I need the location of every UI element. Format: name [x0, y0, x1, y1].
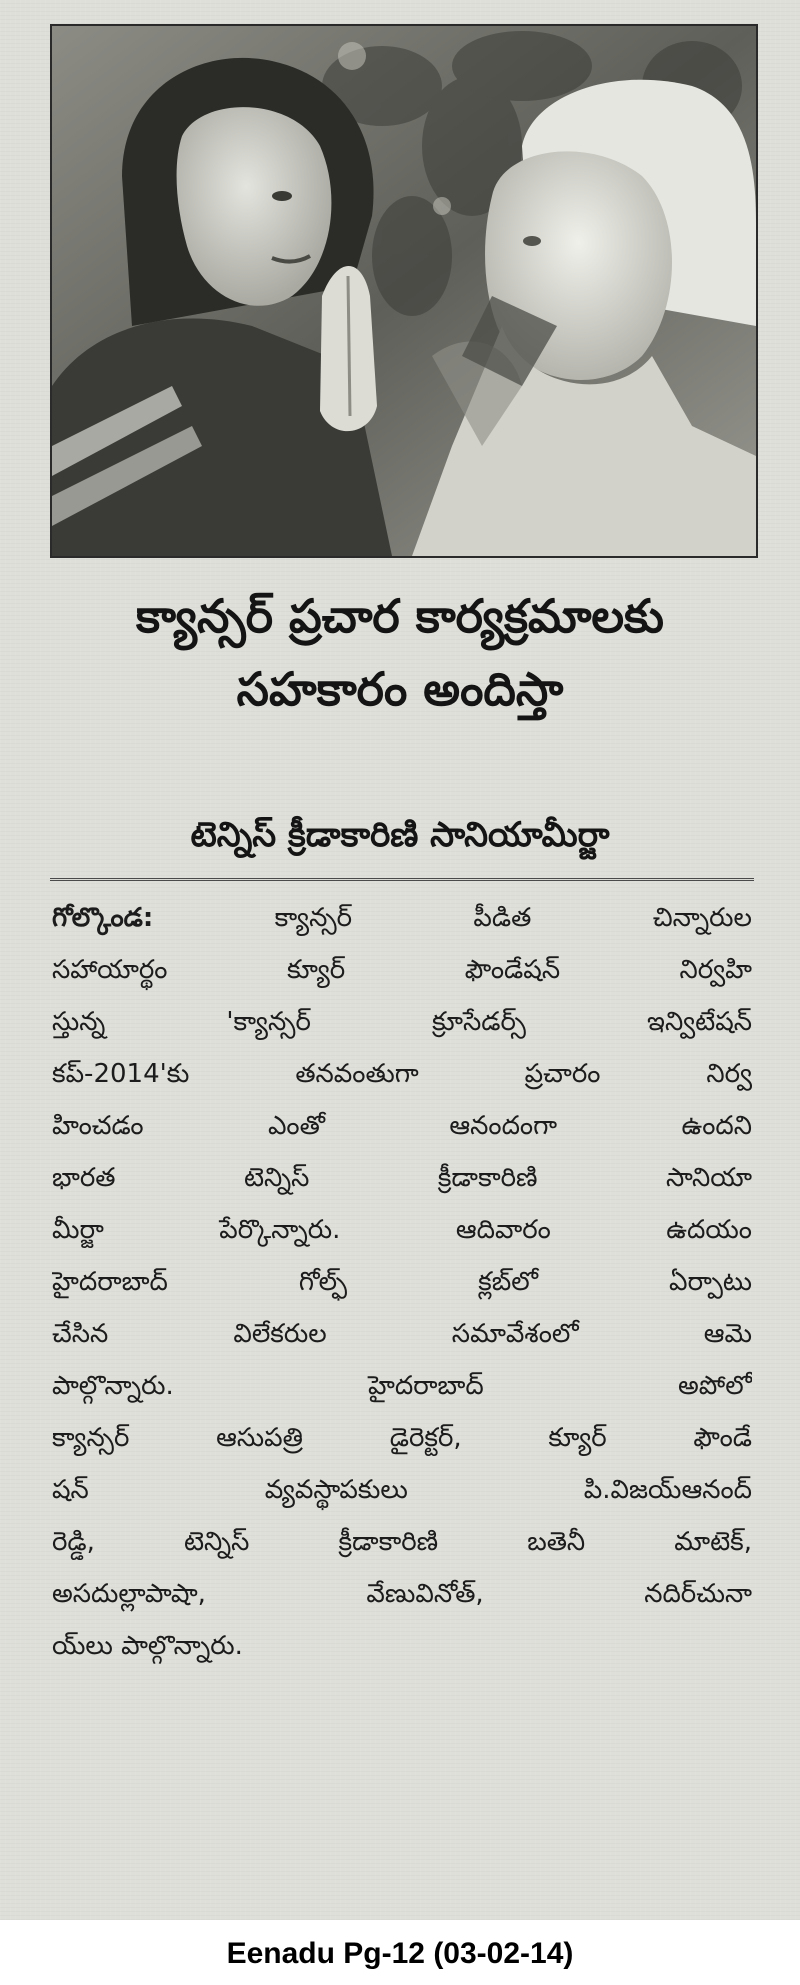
body-line: స్తున్న 'క్యాన్సర్ క్రూసేడర్స్ ఇన్విటేషన్	[52, 1007, 752, 1037]
body-line: చేసిన విలేకరుల సమావేశంలో ఆమె	[52, 1319, 752, 1349]
body-line: అసదుల్లాపాషా, వేణువినోత్, నదిర్‌చునా	[52, 1579, 752, 1609]
body-line: రెడ్డి, టెన్నిస్ క్రీడాకారిణి బతెనీ మాటెక్,	[52, 1527, 752, 1557]
body-line	[52, 892, 752, 944]
body-line: య్‌లు పాల్గొన్నారు.	[52, 1631, 243, 1661]
body-line: కప్-2014'కు తనవంతుగా ప్రచారం నిర్వ	[52, 1059, 752, 1089]
body-line: హైదరాబాద్ గోల్ఫ్ క్లబ్‌లో ఏర్పాటు	[52, 1267, 752, 1297]
headline-line-1: క్యాన్సర్ ప్రచార కార్యక్రమాలకు	[136, 589, 664, 643]
body-line: పాల్గొన్నారు. హైదరాబాద్ అపోలో	[52, 1371, 752, 1401]
headline-line-2: సహకారం అందిస్తా	[236, 662, 564, 716]
subheadline: టెన్నిస్ క్రీడాకారిణి సానియామీర్జా	[190, 815, 610, 855]
body-line: భారత టెన్నిస్ క్రీడాకారిణి సానియా	[52, 1163, 752, 1193]
body-line: సహాయార్థం క్యూర్ ఫౌండేషన్ నిర్వహి	[52, 955, 752, 985]
source-caption: Eenadu Pg-12 (03-02-14)	[226, 1937, 574, 1970]
article-photo	[50, 24, 758, 558]
article-body	[52, 892, 752, 1672]
divider-rule	[50, 878, 754, 881]
body-line: హించడం ఎంతో ఆనందంగా ఉందని	[52, 1111, 752, 1141]
body-line: క్యాన్సర్ ఆసుపత్రి డైరెక్టర్, క్యూర్ ఫౌండే	[52, 1423, 752, 1453]
body-line-text: క్యాన్సర్ పీడిత చిన్నారుల	[153, 903, 752, 933]
body-line: షన్ వ్యవస్థాపకులు పి.విజయ్‌ఆనంద్	[52, 1475, 752, 1505]
body-line: మీర్జా పేర్కొన్నారు. ఆదివారం ఉదయం	[52, 1215, 752, 1245]
dateline: గోల్కొండ:	[52, 903, 154, 933]
